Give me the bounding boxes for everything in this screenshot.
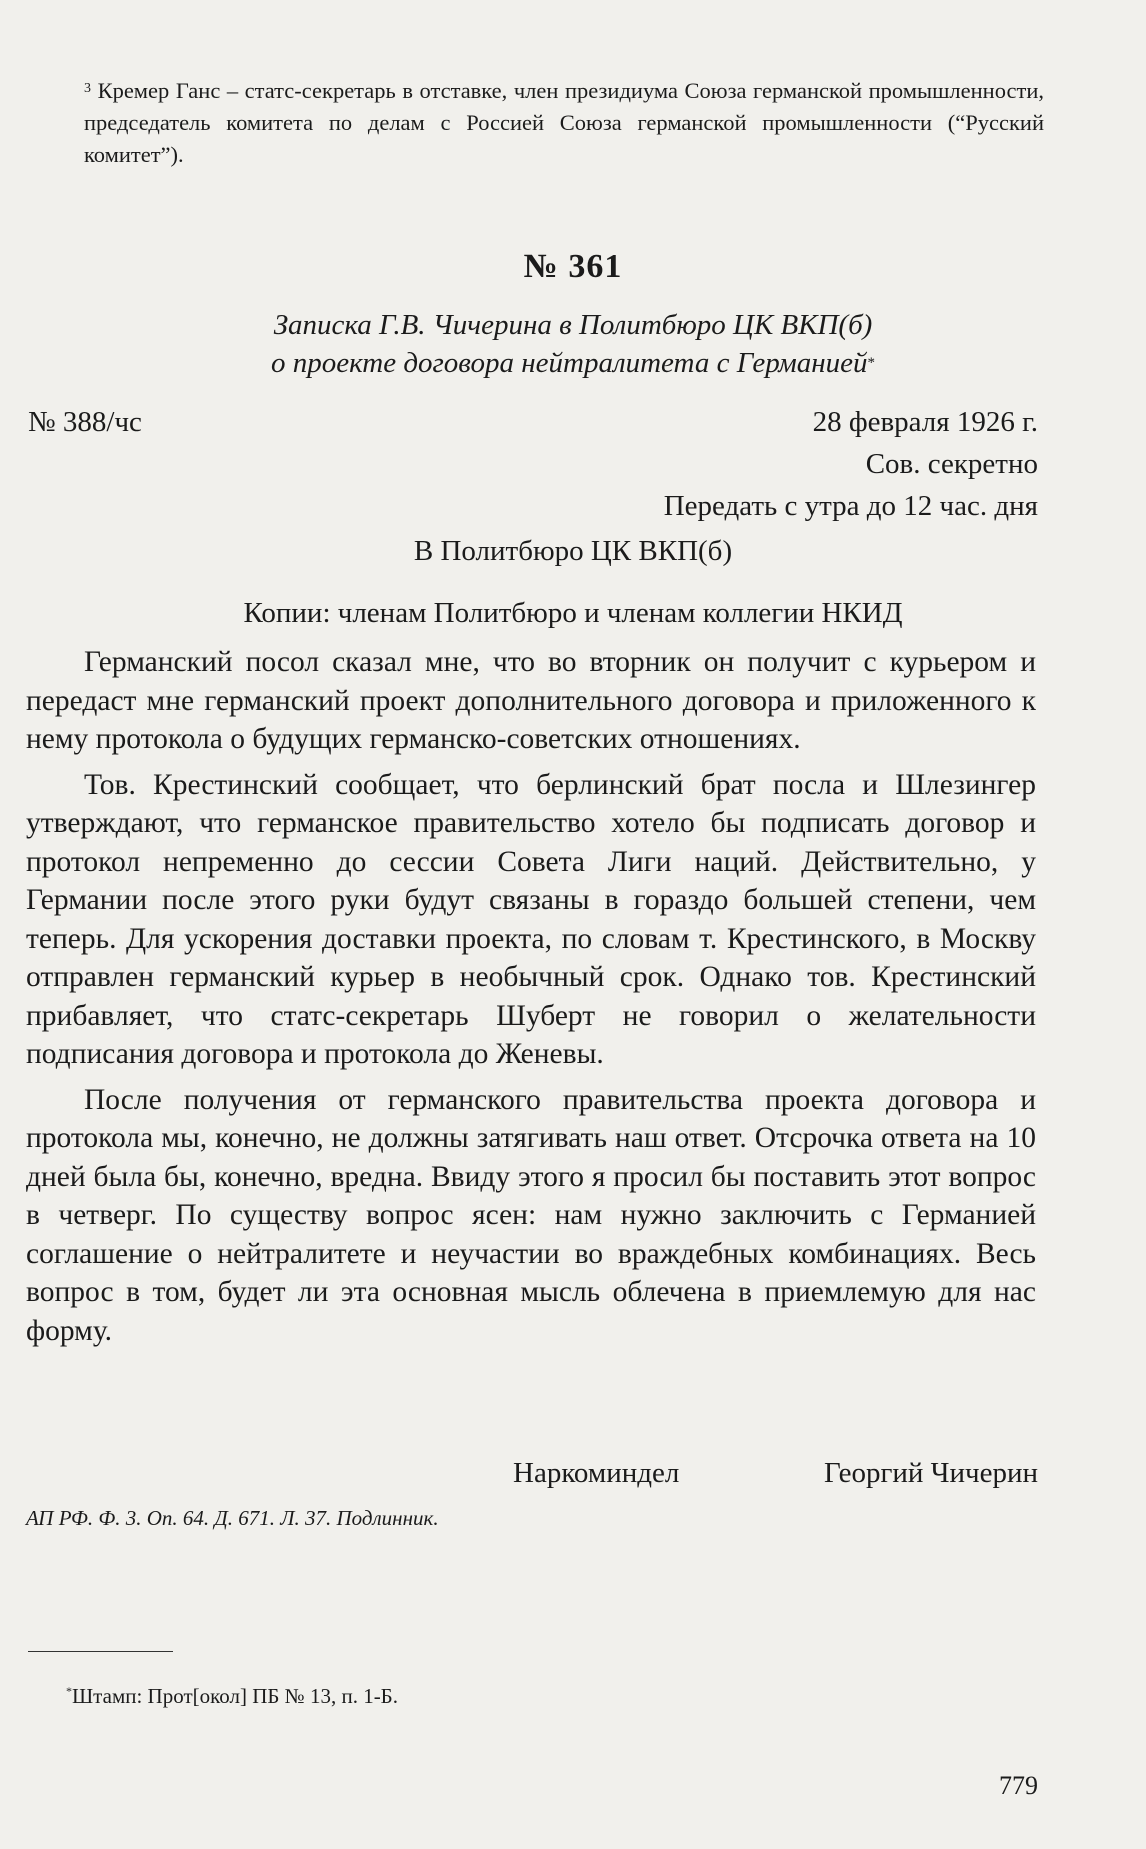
document-date: 28 февраля 1926 г. <box>812 406 1038 438</box>
footnote-divider <box>28 1651 173 1652</box>
footnote-marker: * <box>66 1684 72 1698</box>
signature-role: Наркоминдел <box>513 1457 680 1489</box>
delivery-instruction: Передать с утра до 12 час. дня <box>663 490 1038 522</box>
classification-stamp: Сов. секретно <box>865 448 1038 480</box>
paragraph: После получения от германского правительства проекта договора и протокола мы, конечно, не должны затягивать наш ответ. Отсрочка ответа на 10 дней была бы, конечно, вредна. Ввиду этого я просил бы поставить этот вопрос в четверг. По существу вопрос ясен: нам нужно заключить с Германией соглашение о нейтралитете и неучастии во враждебных комбинациях. Весь вопрос в том, будет ли эта основная мысль облечена в приемлемую для нас форму. <box>26 1083 1036 1347</box>
registration-number: № 388/чс <box>28 406 142 438</box>
footnote-bottom <box>66 1684 398 1709</box>
paragraph: Германский посол сказал мне, что во вторник он получит с курьером и передаст мне германский проект дополнительного договора и приложенного к нему протокола о будущих германско-советских отношениях. <box>26 646 1036 755</box>
signature-name: Георгий Чичерин <box>824 1457 1038 1489</box>
archive-reference: АП РФ. Ф. 3. Оп. 64. Д. 671. Л. 37. Подлинник. <box>26 1506 439 1530</box>
copies-line: Копии: членам Политбюро и членам коллегии НКИД <box>243 597 903 629</box>
title-footnote-marker: * <box>867 355 876 371</box>
addressee: В Политбюро ЦК ВКП(б) <box>413 535 733 567</box>
footnote-top <box>84 75 1044 171</box>
page-number: 779 <box>999 1771 1038 1800</box>
paragraph: Тов. Крестинский сообщает, что берлинский брат посла и Шлезингер утверждают, что германское правительство хотело бы подписать договор и протокол непременно до сессии Совета Лиги наций. Действительно, у Германии после этого руки будут связаны в гораздо большей степени, чем теперь. Для ускорения доставки проекта, по словам т. Крестинского, в Москву отправлен германский курьер в необычный срок. Однако тов. Крестинский прибавляет, что статс-секретарь Шуберт не говорил о желательности подписания договора и протокола до Женевы. <box>26 768 1036 1070</box>
footnote-text: Штамп: Прот[окол] ПБ № 13, п. 1-Б. <box>72 1684 398 1708</box>
document-body <box>26 643 1036 1357</box>
footnote-marker: 3 <box>84 81 91 96</box>
document-title <box>0 306 1146 382</box>
document-title-line-1: Записка Г.В. Чичерина в Политбюро ЦК ВКП(б) <box>273 309 873 341</box>
footnote-text: Кремер Ганс – статс-секретарь в отставке, член президиума Союза германской промышленности, председатель комитета по делам с Россией Союза германской промышленности (“Русский комитет”). <box>84 78 1044 167</box>
document-number: № 361 <box>523 248 623 285</box>
document-title-line-2: о проекте договора нейтралитета с Германией* <box>270 347 876 379</box>
